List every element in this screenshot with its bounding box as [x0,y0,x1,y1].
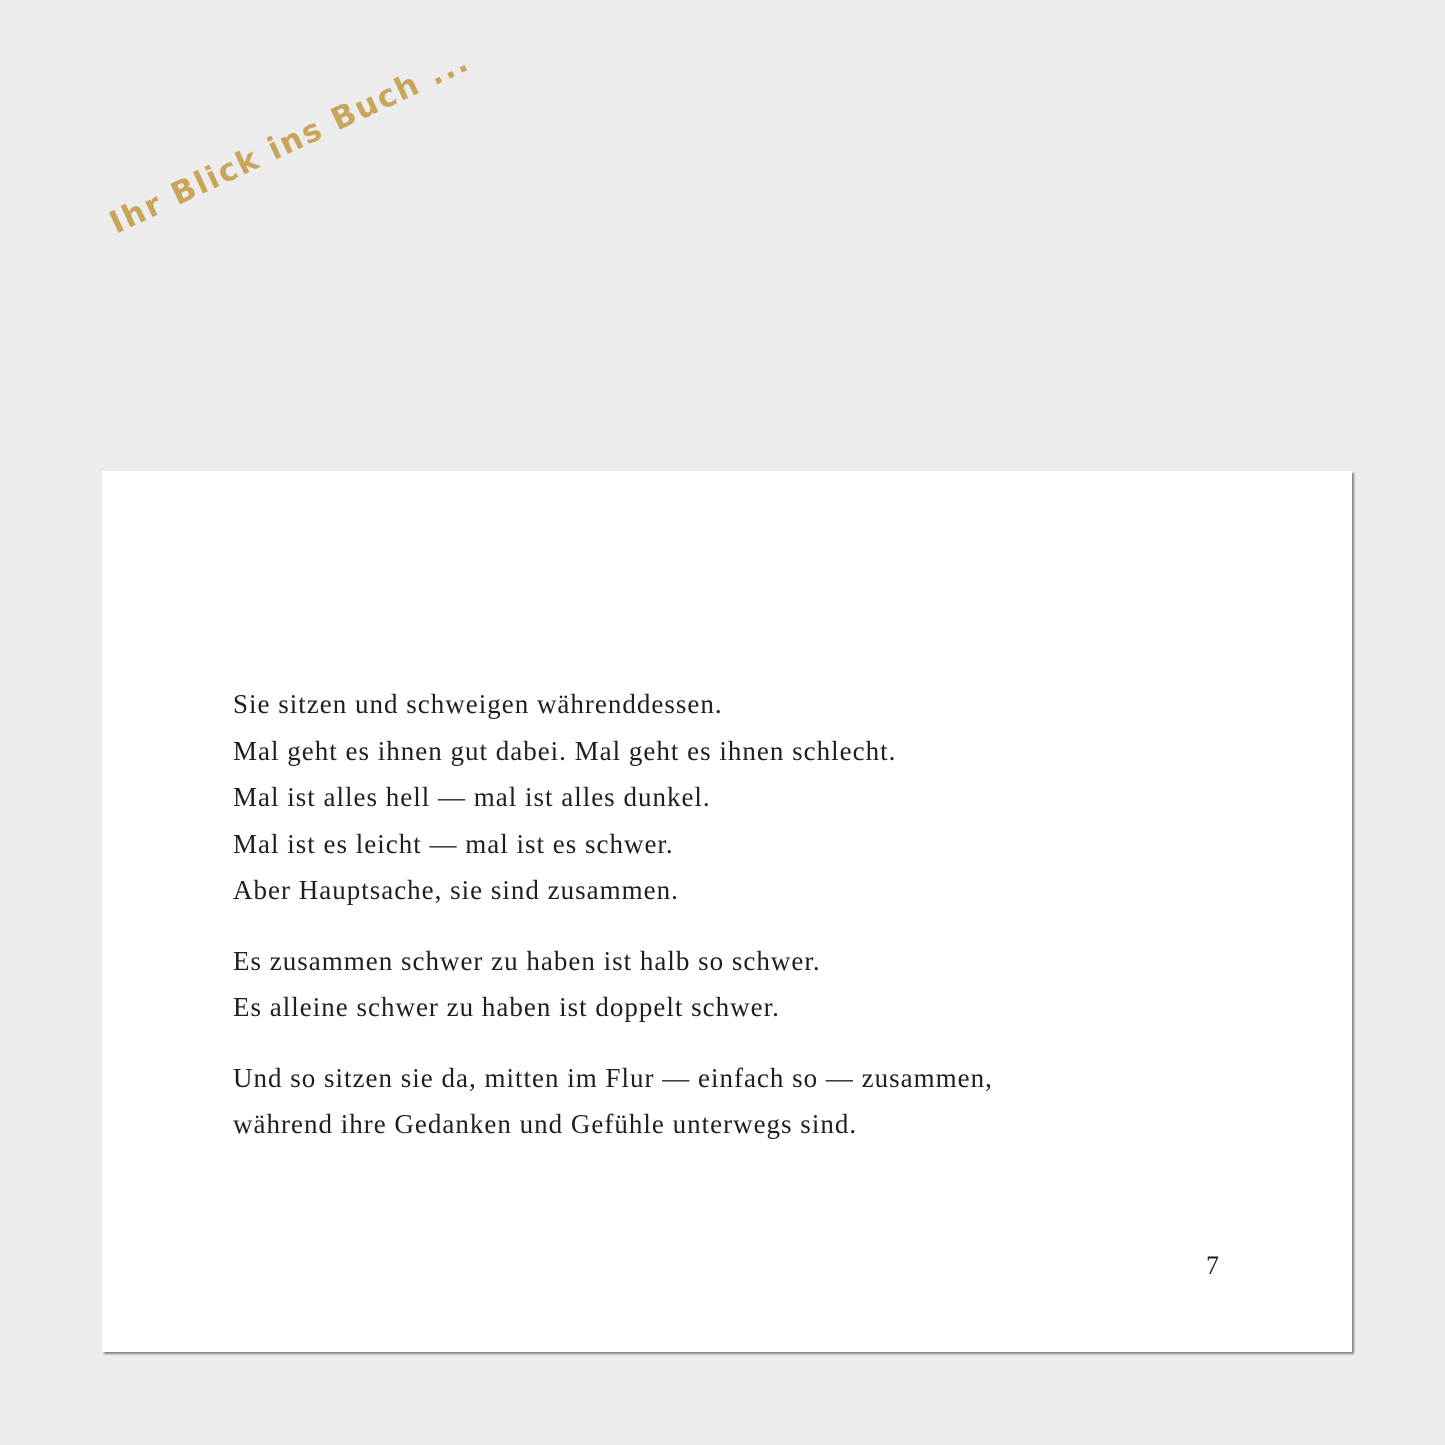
stanza-3 [233,1055,993,1148]
poem-line: Und so sitzen sie da, mitten im Flur — einfach so — zusammen, [233,1062,993,1093]
page-number: 7 [1206,1251,1219,1280]
stanza-2 [233,938,993,1031]
poem-line: während ihre Gedanken und Gefühle unterwegs sind. [233,1109,858,1139]
poem-line: Sie sitzen und schweigen währenddessen. [233,689,723,719]
preview-banner: Ihr Blick ins Buch ... [104,42,476,242]
stanza-1 [233,681,993,914]
book-page [102,471,1352,1352]
poem-line: Mal ist alles hell — mal ist alles dunkel. [233,782,711,812]
poem-line: Mal geht es ihnen gut dabei. Mal geht es ihnen schlecht. [233,735,897,766]
poem-line: Es zusammen schwer zu haben ist halb so schwer. [233,945,821,976]
poem-line: Es alleine schwer zu haben ist doppelt schwer. [233,992,780,1022]
poem-line: Mal ist es leicht — mal ist es schwer. [233,828,674,859]
poem-line: Aber Hauptsache, sie sind zusammen. [233,875,679,905]
poem-text [233,681,993,1172]
